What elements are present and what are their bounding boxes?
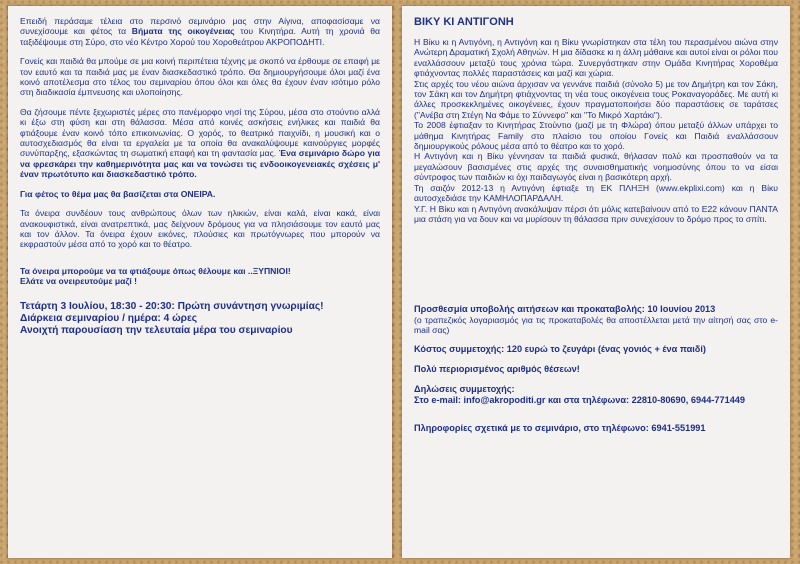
right-page [402,6,790,558]
dreams-paragraph: Τα όνειρα συνδέουν τους ανθρώπους όλων των ηλικιών, είναι καλά, είναι κακά, είναι ανακουφιστικά, είναι ανατρεπτικά, μας δείχνουν δρόμους για να πλησιάσουμε τον εαυτό μας και τον άλλον. Τα όνειρα έχουν εικόνες, πλούσιες και πρωτόγνωρες που μπορούν να εκφραστούν μέσα από το χορό και το θέατρο. [20,208,380,250]
bio-paragraph-6: Υ.Γ. Η Βίκυ και η Αντιγόνη ανακάλυψαν πέρσι ότι μόλις κατεβαίνουν από το Ε22 κάνουν ΠΑΝΤΑ μια στάση για να δουν και να μυρίσουν τη θάλασσα πριν συνεχίσουν το δρόμο προς το σπίτι. [414,203,778,224]
declarations-title: Δηλώσεις συμμετοχής: [414,384,515,395]
deadline-line: Προσθεσμία υποβολής αιτήσεων και προκαταβολής: 10 Ιουνίου 2013 [414,304,716,315]
info-phone-line: Πληροφορίες σχετικά με το σεμινάριο, στο τηλέφωνο: 6941-551991 [414,423,706,434]
bio-paragraph-2: Στις αρχές του νέου αιώνα άρχισαν να γεννάνε παιδιά (σύνολο 5) με τον Δημήτρη και τον Σάκη, τον Σάκη και τον Δημήτρη φτιάχνοντας τη νέα τους οικογένεια τους Ροκαναγοράδες. Με αυτή κι άλλες προσκεκλημένες οικογένειες, έχουν πραγματοποιήσει δύο παραστάσεις σε ταράτσες ("Ανέβα στη Στέγη Να Φάμε το Σύννεφο" και "Το Μικρό Χαρτάκι"). [414,78,778,120]
bio-paragraph-1: Η Βίκυ κι η Αντιγόνη, η Αντιγόνη και η Βίκυ γνωρίστηκαν στα τέλη του περασμένου αιώνα στην Ανώτερη Δραματική Σχολή Αθηνών. Η μια δίδασκε κι η άλλη μάθαινε και αυτοί είναι οι ρόλοι που εναλλάσσουν μεταξύ τους χρόνια τώρα. Συνεργάστηκαν στην Ομάδα Κινητήρας Χοροθέμα φτιάχνοντας πολλές παραστάσεις και μαζί και χώρια. [414,37,778,79]
gift-highlight: Ένα σεμινάριο δώρο για να φρεσκάρει την καθημερινότητα μας και να τονώσει τις ενδοοικογενειακές σχέσεις μ' έναν πρωτότυπο και διασκεδαστικό τρόπο. [20,148,380,180]
limited-seats-line: Πολύ περιορισμένος αριθμός θέσεων! [414,363,580,374]
intro-paragraph: Επειδή περάσαμε τέλεια στο περσινό σεμινάριο μας στην Αίγινα, αποφασίσαμε να συνεχίσουμε και φέτος τα Βήματα της οικογένειας του Κινητήρα. Αυτή τη χρονιά θα ταξιδέψουμε στη Σύρο, στο νέο Κέντρο Χορού του Χοροθεάτρου ΑΚΡΟΠΟΔΗΤΙ. [20,16,380,47]
bio-heading: ΒΙΚΥ ΚΙ ΑΝΤΙΓΟΝΗ [414,16,514,28]
presentation-line: Ανοιχτή παρουσίαση την τελευταία μέρα του σεμιναρίου [20,325,293,337]
cost-line: Κόστος συμμετοχής: 120 ευρώ το ζευγάρι (ένας γονιός + ένα παιδί) [414,343,706,354]
deadline-note: (ο τραπεζικός λογαριασμός για τις προκαταβολές θα αποστέλλεται μετά την αίτησή σας στο e-mail σας) [414,314,778,336]
first-meeting-line: Τετάρτη 3 Ιουλίου, 18:30 - 20:30: Πρώτη συνάντηση γνωριμίας! [20,300,324,312]
parents-children-paragraph: Γονείς και παιδιά θα μπούμε σε μια κοινή περιπέτεια τέχνης με σκοπό να έρθουμε σε επαφή με τον εαυτό και τα παιδιά μας με έναν διασκεδαστικό τρόπο. Θα δημιουργήσουμε όλοι μαζί ένα κοινό αποτέλεσμα στο τέλος του σεμιναρίου όπου όλοι και όλες θα έχουν έναν ισότιμο ρόλο στη διαδικασία έμπνευσης και υλοποίησης. [20,56,380,98]
email-link[interactable]: info@akropoditi.gr [463,394,546,405]
bio-paragraph-3: Το 2008 έφτιαξαν το Κινητήρας Στούντιο (μαζί με τη Φλώρα) όπου μεταξύ άλλων υπάρχει το μάθημα Κινητήρας Family στο πλαίσιο του οποίου Γονείς και Παιδιά εναλλάσσουν δημιουργικούς ρόλους μέσα από το θέατρο και το χορό. [414,120,778,152]
dreams-slogan-1: Τα όνειρα μπορούμε να τα φτιάξουμε όπως θέλουμε και ..ΞΥΠΝΙΟΙ! [20,265,291,276]
dreams-slogan-2: Ελάτε να ονειρευτούμε μαζί ! [20,276,138,287]
bio-paragraph-5: Τη σαιζόν 2012-13 η Αντιγόνη έφτιαξε τη ΕΚ ΠΛΗΞΗ (www.ekplixi.com) και η Βίκυ αυτοσχεδιάσε την ΚΑΜΗΛΟΠΑΡΔΑΛΗ. [414,182,778,204]
bio-paragraph-4: Η Αντιγόνη και η Βίκυ γέννησαν τα παιδιά φυσικά, θήλασαν πολύ και προσπαθούν να τα μεγαλώσουν βασισμένες στις αρχές της συναισθηματικής νοημοσύνης όπου το να είσαι σύντροφος των παιδιών κι όχι παιδαγωγός είναι η βασικότερη αρχή. [414,151,778,183]
duration-line: Διάρκεια σεμιναρίου / ημέρα: 4 ώρες [20,312,198,324]
theme-line: Για φέτος το θέμα μας θα βασίζεται στα ΟΝΕΙΡΑ. [20,188,216,199]
declarations-contact: Στο e-mail: info@akropoditi.gr και στα τηλέφωνα: 22810-80690, 6944-771449 [414,394,746,405]
left-page [8,6,392,558]
five-days-paragraph: Θα ζήσουμε πέντε ξεχωριστές μέρες στο πανέμορφο νησί της Σύρου, μέσα στο στούντιο αλλά κι έξω στη φύση και στη θάλασσα. Μέσα από κοινές ασκήσεις ενήλικες και παιδιά θα φτιάξουμε έναν κοινό τόπο επικοινωνίας. Ο χορός, το θεατρικό παιχνίδι, η μουσική και ο αυτοσχεδιασμός θα είναι τα εργαλεία με τα οποία θα ανακαλύψουμε καινούργιες μορφές συνύπαρξης, εξασκώντας τη σωματική επαφή και τη φαντασία μας. Ένα σεμινάριο δώρο για να φρεσκάρει την καθημερινότητα μας και να τονώσει τις ενδοοικογενειακές σχέσεις μ' έναν πρωτότυπο και διασκεδαστικό τρόπο. [20,106,380,180]
steps-of-family-title: Βήματα της οικογένειας [131,26,235,37]
